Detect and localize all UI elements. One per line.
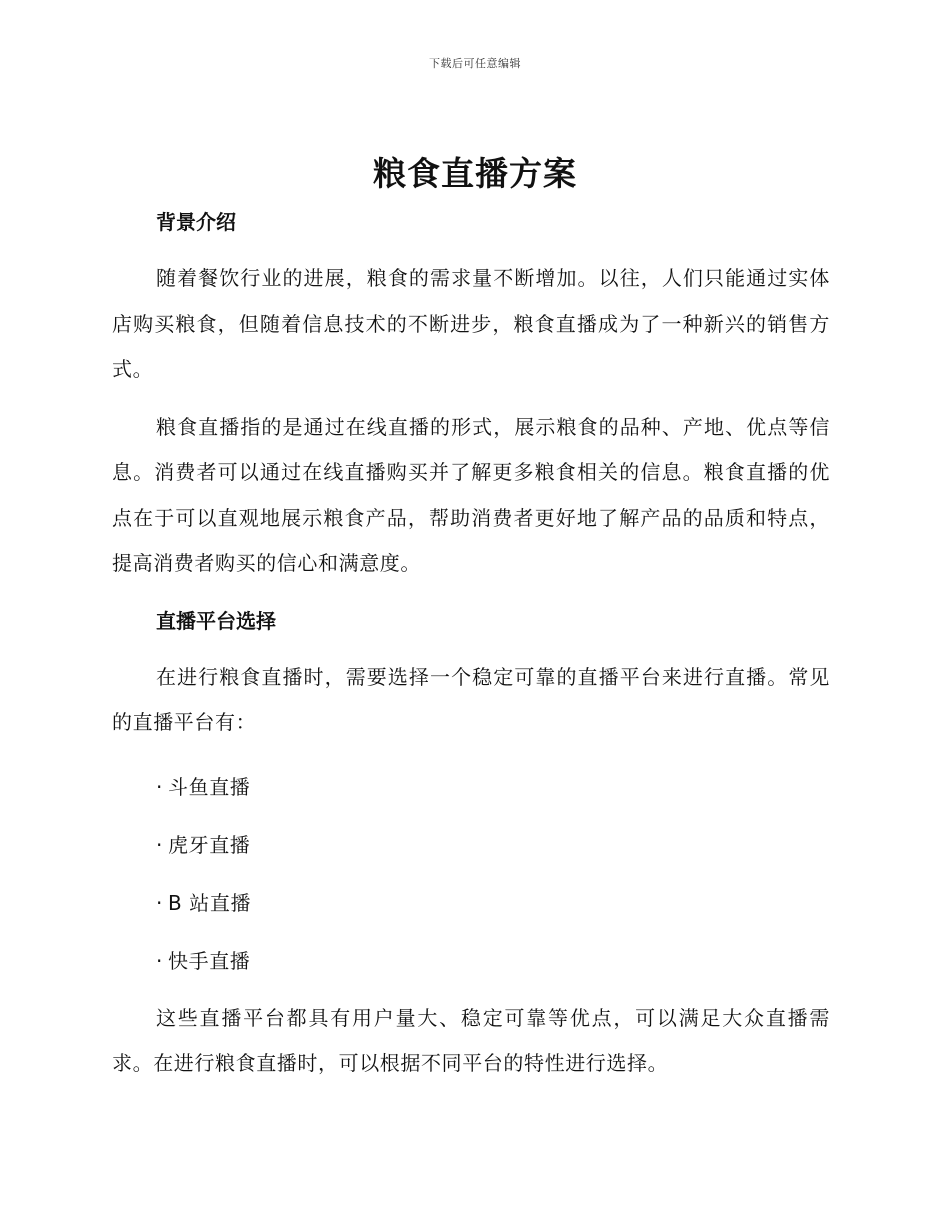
list-item	[112, 932, 830, 990]
bullet-icon: ·	[156, 774, 163, 799]
document-title: 粮食直播方案	[373, 154, 577, 193]
list-item	[112, 816, 830, 874]
section-heading-platform: 直播平台选择	[156, 608, 276, 633]
list-item-label: 斗鱼直播	[168, 774, 251, 799]
document-body	[112, 200, 830, 1087]
bullet-icon: ·	[156, 832, 163, 857]
list-item-label: 快手直播	[168, 948, 251, 973]
paragraph-platform-closing: 这些直播平台都具有用户量大、稳定可靠等优点，可以满足大众直播需求。在进行粮食直播时，可以根据不同平台的特性进行选择。	[112, 1005, 830, 1075]
section-heading-background: 背景介绍	[156, 210, 236, 234]
list-item	[112, 758, 830, 816]
platform-list	[112, 758, 830, 990]
header-note: 下载后可任意编辑	[429, 57, 521, 70]
bullet-icon: ·	[156, 890, 163, 915]
paragraph-background-1: 随着餐饮行业的进展，粮食的需求量不断增加。以往，人们只能通过实体店购买粮食，但随着信息技术的不断进步，粮食直播成为了一种新兴的销售方式。	[112, 266, 830, 381]
bullet-icon: ·	[156, 948, 163, 973]
list-item	[112, 874, 830, 932]
paragraph-background-2: 粮食直播指的是通过在线直播的形式，展示粮食的品种、产地、优点等信息。消费者可以通过在线直播购买并了解更多粮食相关的信息。粮食直播的优点在于可以直观地展示粮食产品，帮助消费者更好地了解产品的品质和特点，提高消费者购买的信心和满意度。	[112, 414, 830, 575]
list-item-label: 虎牙直播	[168, 832, 251, 857]
list-item-label: B 站直播	[168, 890, 252, 915]
paragraph-platform-intro: 在进行粮食直播时，需要选择一个稳定可靠的直播平台来进行直播。常见的直播平台有：	[112, 664, 830, 734]
